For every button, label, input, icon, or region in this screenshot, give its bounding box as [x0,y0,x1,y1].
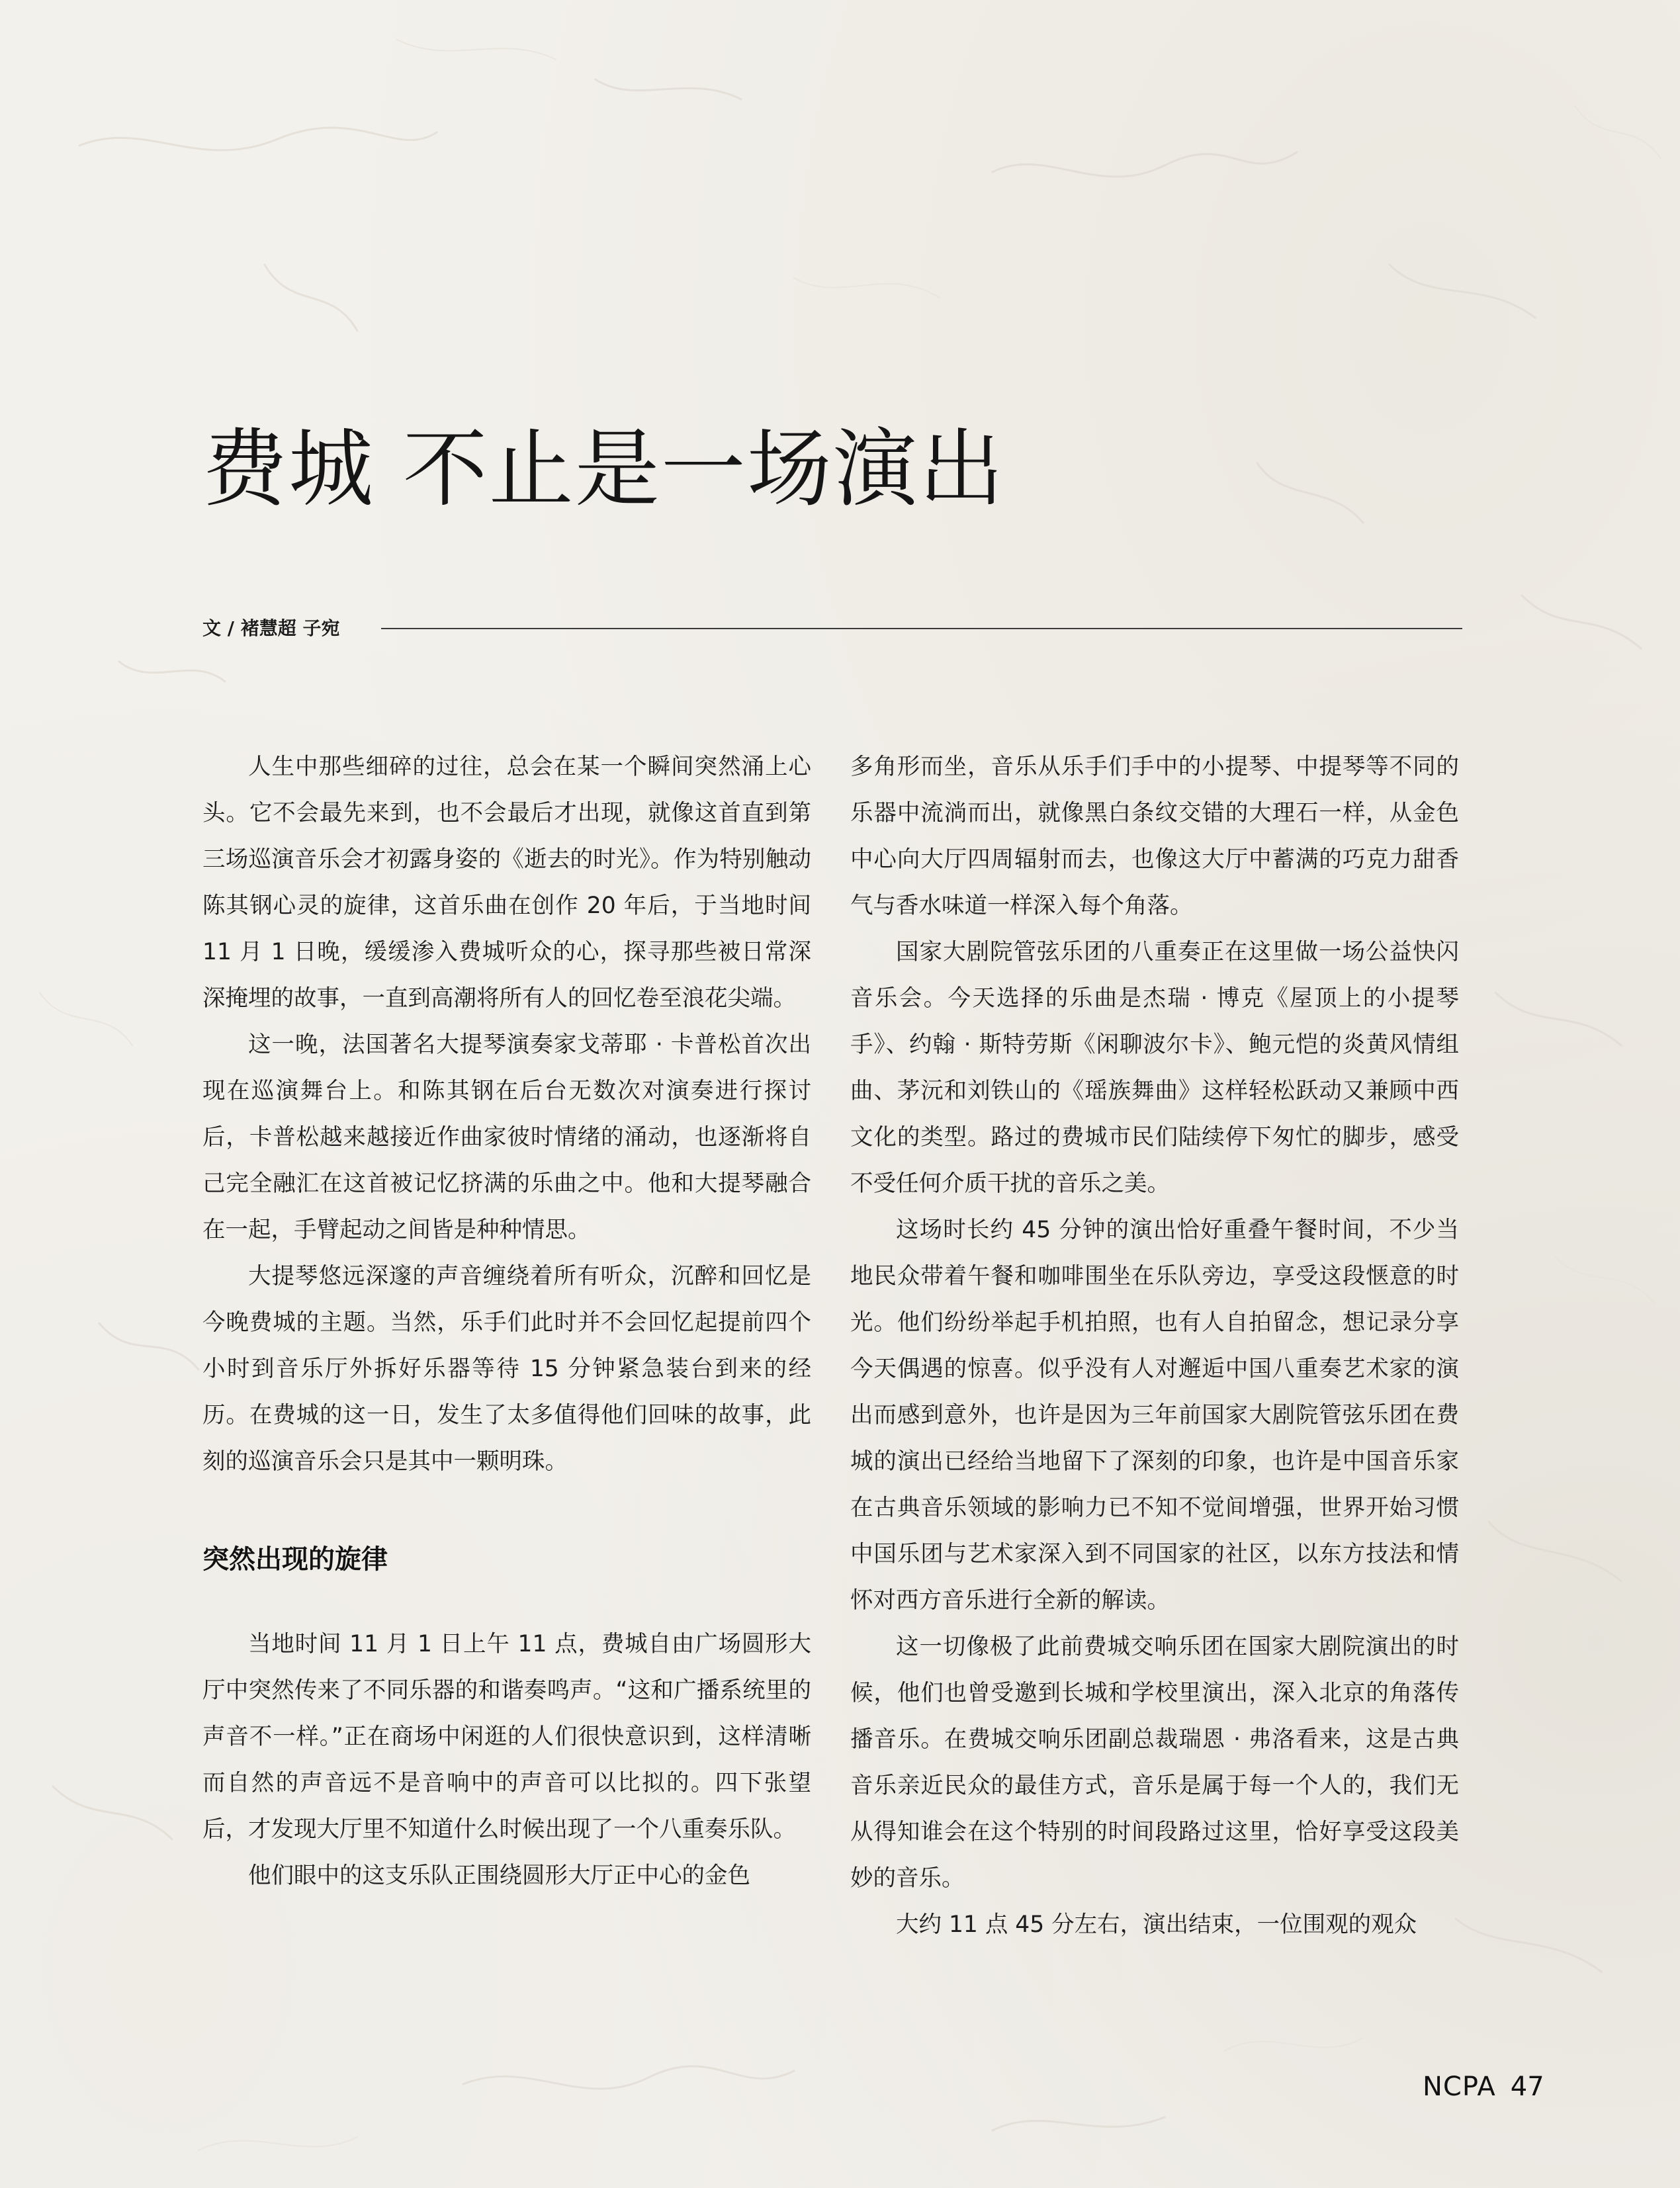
body-paragraph: 大约 11 点 45 分左右，演出结束，一位围观的观众 [896,1911,1417,1938]
body-paragraph: 大提琴悠远深邃的声音缠绕着所有听众，沉醉和回忆是今晚费城的主题。当然，乐手们此时并不会回忆起提前四个小时到音乐厅外拆好乐器等待 15 分钟紧急装台到来的经历。在费城的这一日，发生了太多值得他们回味的故事，此刻的巡演音乐会只是其中一颗明珠。 [202,1263,811,1475]
body-paragraph: 国家大剧院管弦乐团的八重奏正在这里做一场公益快闪音乐会。今天选择的乐曲是杰瑞 · 博克《屋顶上的小提琴手》、约翰 · 斯特劳斯《闲聊波尔卡》、鲍元恺的炎黄风情组曲、茅沅和刘铁山的《瑶族舞曲》这样轻松跃动又兼顾中西文化的类型。路过的费城市民们陆续停下匆忙的脚步，感受不受任何介质干扰的音乐之美。 [850,939,1459,1197]
author-byline: 文 / 褚慧超 子宛 [202,617,340,639]
section-heading: 突然出现的旋律 [202,1544,388,1575]
article-title: 费城 不止是一场演出 [202,420,1005,519]
body-paragraph: 这一切像极了此前费城交响乐团在国家大剧院演出的时候，他们也曾受邀到长城和学校里演出，深入北京的角落传播音乐。在费城交响乐团副总裁瑞恩 · 弗洛看来，这是古典音乐亲近民众的最佳方式，音乐是属于每一个人的，我们无从得知谁会在这个特别的时间段路过这里，恰好享受这段美妙的音乐。 [850,1634,1459,1892]
byline-row [202,612,1460,645]
body-paragraph: 这一晚，法国著名大提琴演奏家戈蒂耶 · 卡普松首次出现在巡演舞台上。和陈其钢在后台无数次对演奏进行探讨后，卡普松越来越接近作曲家彼时情绪的涌动，也逐渐将自己完全融汇在这首被记忆挤满的乐曲之中。他和大提琴融合在一起，手臂起动之间皆是种种情思。 [202,1031,811,1243]
page-number: 47 [1510,2072,1544,2102]
byline-divider [381,628,1462,629]
body-paragraph: 他们眼中的这支乐队正围绕圆形大厅正中心的金色 [248,1862,750,1889]
body-paragraph: 人生中那些细碎的过往，总会在某一个瞬间突然涌上心头。它不会最先来到，也不会最后才出现，就像这首直到第三场巡演音乐会才初露身姿的《逝去的时光》。作为特别触动陈其钢心灵的旋律，这首乐曲在创作 20 年后，于当地时间 11 月 1 日晚，缓缓渗入费城听众的心，探寻那些被日常深深掩埋的故事，一直到高潮将所有人的回忆卷至浪花尖端。 [202,754,811,1012]
body-paragraph: 这场时长约 45 分钟的演出恰好重叠午餐时间，不少当地民众带着午餐和咖啡围坐在乐队旁边，享受这段惬意的时光。他们纷纷举起手机拍照，也有人自拍留念，想记录分享今天偶遇的惊喜。似乎没有人对邂逅中国八重奏艺术家的演出而感到意外，也许是因为三年前国家大剧院管弦乐团在费城的演出已经给当地留下了深刻的印象，也许是中国音乐家在古典音乐领域的影响力已不知不觉间增强，世界开始习惯中国乐团与艺术家深入到不同国家的社区，以东方技法和情怀对西方音乐进行全新的解读。 [850,1217,1459,1614]
page-footer [1423,2067,1544,2107]
magazine-name: NCPA [1423,2072,1496,2102]
continued-paragraph: 多角形而坐，音乐从乐手们手中的小提琴、中提琴等不同的乐器中流淌而出，就像黑白条纹交错的大理石一样，从金色中心向大厅四周辐射而去，也像这大厅中蓄满的巧克力甜香气与香水味道一样深入每个角落。 [850,754,1459,919]
left-column [202,744,811,1899]
body-paragraph: 当地时间 11 月 1 日上午 11 点，费城自由广场圆形大厅中突然传来了不同乐器的和谐奏鸣声。“这和广播系统里的声音不一样。”正在商场中闲逛的人们很快意识到，这样清晰而自然的声音远不是音响中的声音可以比拟的。四下张望后，才发现大厅里不知道什么时候出现了一个八重奏乐队。 [202,1631,811,1843]
right-column [850,744,1459,1948]
